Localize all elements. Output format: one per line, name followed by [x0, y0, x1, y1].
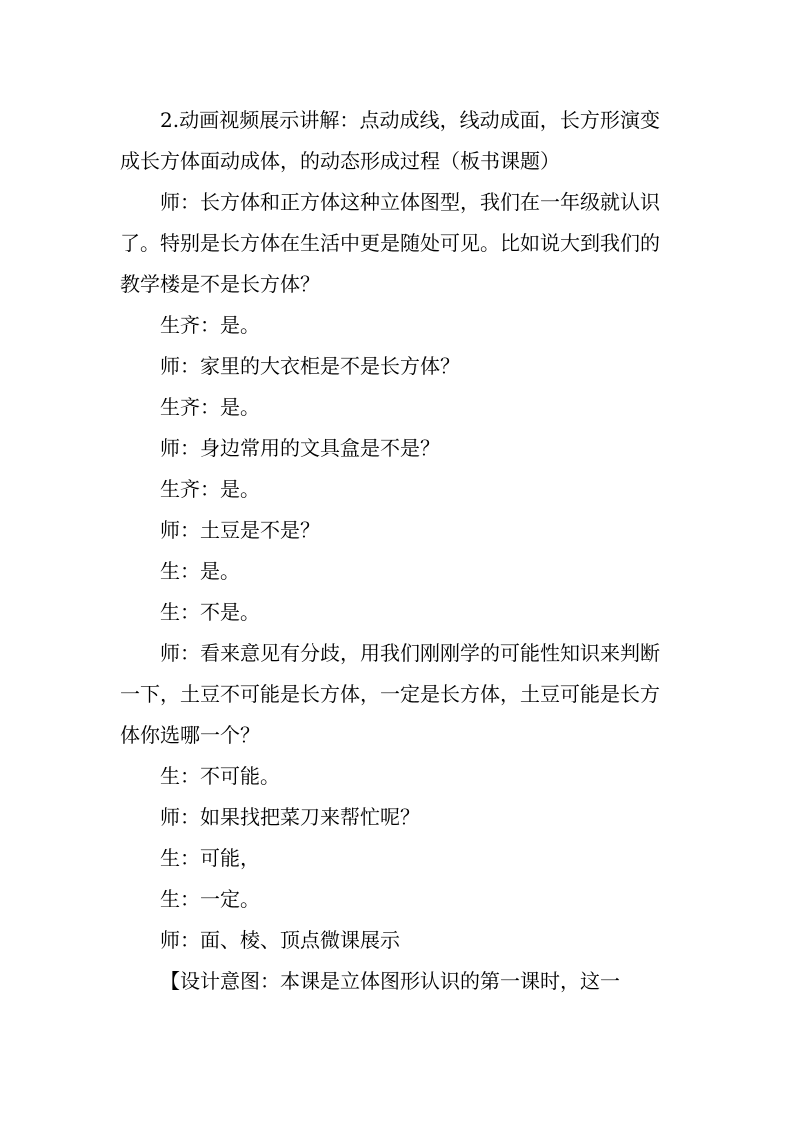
- paragraph-teacher-micro-lesson: 师：面、棱、顶点微课展示: [160, 928, 400, 952]
- paragraph-student-answer: 生：不是。: [160, 600, 260, 624]
- paragraph-student-answer: 生：可能，: [160, 846, 260, 870]
- paragraph-students-answer: 生齐：是。: [160, 395, 260, 419]
- document-body: [120, 100, 660, 1002]
- paragraph-teacher-possibility: 师：看来意见有分歧，用我们刚刚学的可能性知识来判断一下，土豆不可能是长方体，一定是长方体，土豆可能是长方体你选哪一个？: [120, 641, 660, 747]
- paragraph-students-answer: 生齐：是。: [160, 313, 260, 337]
- paragraph-teacher-knife: 师：如果找把菜刀来帮忙呢？: [160, 805, 420, 829]
- paragraph-student-answer: 生：一定。: [160, 887, 260, 911]
- paragraph-animation-intro: 2.动画视频展示讲解：点动成线，线动成面，长方形演变成长方体面动成体，的动态形成过程（板书课题）: [120, 108, 660, 173]
- paragraph-design-intent: 【设计意图：本课是立体图形认识的第一课时，这一: [160, 969, 620, 993]
- paragraph-teacher-pencil-box: 师：身边常用的文具盒是不是？: [160, 436, 440, 460]
- paragraph-teacher-wardrobe: 师：家里的大衣柜是不是长方体？: [160, 354, 460, 378]
- paragraph-student-answer: 生：是。: [160, 559, 240, 583]
- paragraph-teacher-potato: 师：土豆是不是？: [160, 518, 320, 542]
- paragraph-student-answer: 生：不可能。: [160, 764, 280, 788]
- paragraph-students-answer: 生齐：是。: [160, 477, 260, 501]
- paragraph-teacher-intro: 师：长方体和正方体这种立体图型，我们在一年级就认识了。特别是长方体在生活中更是随处可见。比如说大到我们的教学楼是不是长方体？: [120, 190, 660, 296]
